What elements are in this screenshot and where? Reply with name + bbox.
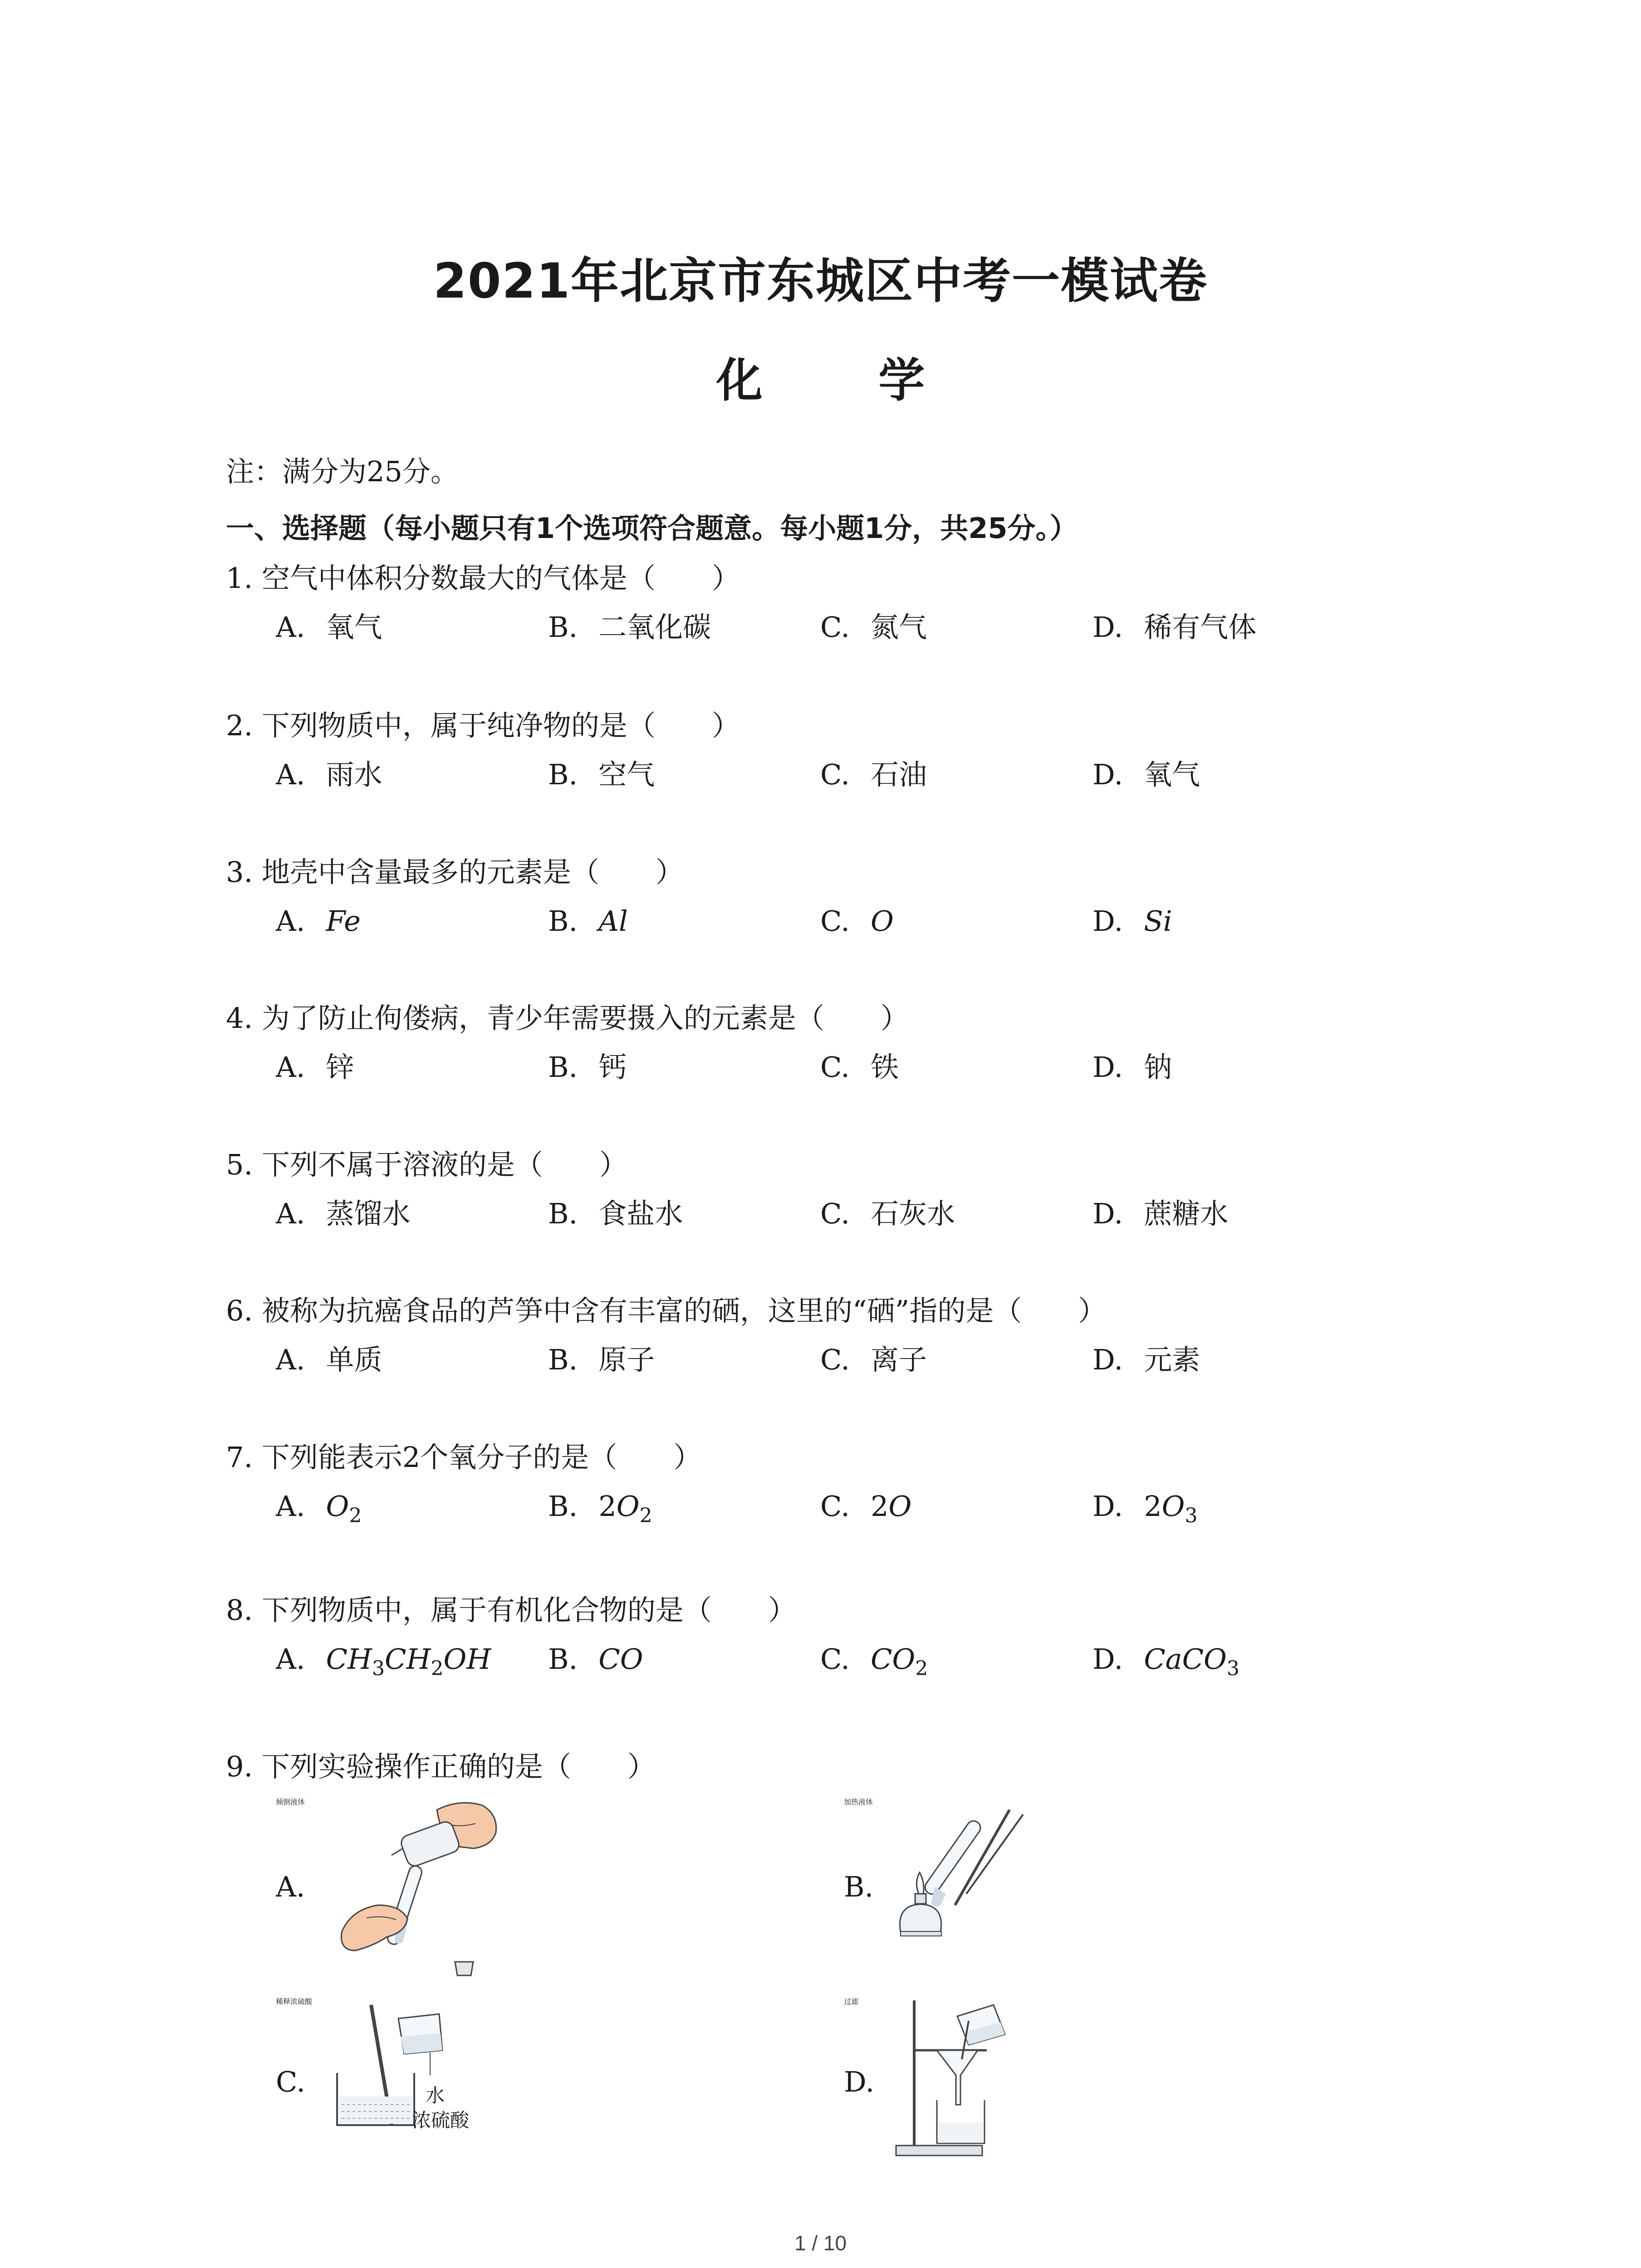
acid-label: 浓硫酸 xyxy=(412,2109,470,2131)
option-d[interactable]: D. CaCO$_3$ xyxy=(1092,1642,1239,1680)
pouring-liquid-illustration xyxy=(323,1796,514,1987)
option-a[interactable]: A. Fe xyxy=(276,904,361,938)
question-1 xyxy=(226,560,1451,646)
page-subject: 化 学 xyxy=(716,354,975,408)
option-row xyxy=(226,1195,1451,1233)
question-7 xyxy=(226,1439,1451,1525)
question-9 xyxy=(226,1749,1451,1785)
option-letter: A. xyxy=(276,1870,305,1903)
option-row xyxy=(226,902,1451,940)
question-3 xyxy=(226,854,1451,940)
option-a[interactable]: A. 氧气 xyxy=(276,611,382,644)
option-row xyxy=(226,1487,1451,1525)
question-stem: 3. 地壳中含量最多的元素是（ ） xyxy=(226,855,684,889)
question-5 xyxy=(226,1147,1451,1233)
option-row xyxy=(226,1341,1451,1379)
option-caption: 加热液体 xyxy=(844,1798,873,1806)
option-c[interactable] xyxy=(276,1996,775,2168)
option-b[interactable]: B. 二氧化碳 xyxy=(548,611,711,644)
option-row xyxy=(226,608,1451,646)
option-caption: 过滤 xyxy=(844,1997,859,2006)
page-title: 2021年北京市东城区中考一模试卷 xyxy=(433,253,1208,309)
option-row xyxy=(226,756,1451,794)
option-c[interactable]: C. 石油 xyxy=(820,758,927,791)
option-d[interactable]: D. 元素 xyxy=(1092,1343,1200,1376)
question-stem: 9. 下列实验操作正确的是（ ） xyxy=(226,1750,656,1783)
question-stem: 6. 被称为抗癌食品的芦笋中含有丰富的硒，这里的“硒”指的是（ ） xyxy=(226,1294,1107,1327)
option-c[interactable]: C. 铁 xyxy=(820,1051,899,1084)
option-row xyxy=(226,1048,1451,1086)
option-caption: 倾倒液体 xyxy=(276,1798,305,1806)
question-stem: 1. 空气中体积分数最大的气体是（ ） xyxy=(226,562,740,595)
option-b[interactable] xyxy=(844,1796,1343,1987)
option-letter: B. xyxy=(844,1870,874,1903)
question-6 xyxy=(226,1293,1451,1379)
option-b[interactable]: B. 食盐水 xyxy=(548,1197,683,1230)
option-a[interactable]: A. 锌 xyxy=(276,1051,354,1084)
option-d[interactable]: D. 蔗糖水 xyxy=(1092,1197,1229,1230)
option-b[interactable]: B. 空气 xyxy=(548,758,655,791)
question-stem: 8. 下列物质中，属于有机化合物的是（ ） xyxy=(226,1593,796,1627)
option-letter: C. xyxy=(276,2065,305,2098)
option-c[interactable]: C. 氮气 xyxy=(820,611,927,644)
score-note: 注：满分为25分。 xyxy=(226,455,459,488)
option-a[interactable]: A. 雨水 xyxy=(276,758,382,791)
option-b[interactable]: B. 原子 xyxy=(548,1343,655,1376)
question-2 xyxy=(226,708,1451,794)
filtration-illustration xyxy=(887,1996,1032,2159)
page-number: 1 / 10 xyxy=(794,2231,847,2255)
option-a[interactable]: A. $O_2$ xyxy=(276,1490,362,1527)
option-d[interactable]: D. 氧气 xyxy=(1092,758,1200,791)
option-d[interactable]: D. Si xyxy=(1092,904,1172,938)
option-c[interactable]: C. 石灰水 xyxy=(820,1197,955,1230)
section-heading: 一、选择题（每小题只有1个选项符合题意。每小题1分，共25分。） xyxy=(226,512,1078,545)
option-c[interactable]: C. 2O xyxy=(820,1490,912,1523)
option-b[interactable]: B. 钙 xyxy=(548,1051,627,1084)
option-a[interactable]: A. 蒸馏水 xyxy=(276,1197,411,1230)
option-a[interactable]: A. $CH_3CH_2OH$ xyxy=(276,1642,491,1680)
water-label: 水 xyxy=(426,2084,445,2107)
question-stem: 4. 为了防止佝偻病，青少年需要摄入的元素是（ ） xyxy=(226,1002,909,1035)
option-caption: 稀释浓硫酸 xyxy=(276,1997,313,2006)
option-d[interactable]: D. $2O_3$ xyxy=(1092,1490,1198,1527)
heating-liquid-illustration xyxy=(887,1796,1032,1950)
question-stem: 7. 下列能表示2个氧分子的是（ ） xyxy=(226,1441,702,1474)
option-c[interactable]: C. O xyxy=(820,904,894,938)
option-d[interactable]: D. 稀有气体 xyxy=(1092,611,1257,644)
option-a[interactable] xyxy=(276,1796,775,1987)
question-stem: 5. 下列不属于溶液的是（ ） xyxy=(226,1148,627,1181)
option-c[interactable]: C. 离子 xyxy=(820,1343,927,1376)
option-b[interactable]: B. CO xyxy=(548,1642,643,1676)
option-a[interactable]: A. 单质 xyxy=(276,1343,382,1376)
question-stem: 2. 下列物质中，属于纯净物的是（ ） xyxy=(226,709,740,742)
option-row xyxy=(226,1640,1451,1678)
option-d[interactable]: D. 钠 xyxy=(1092,1051,1172,1084)
question-8 xyxy=(226,1592,1451,1678)
question-4 xyxy=(226,1000,1451,1086)
option-c[interactable]: C. $CO_2$ xyxy=(820,1642,928,1680)
option-letter: D. xyxy=(844,2065,875,2098)
option-d[interactable] xyxy=(844,1996,1343,2168)
option-b[interactable]: B. Al xyxy=(548,904,628,938)
option-b[interactable]: B. $2O_2$ xyxy=(548,1490,652,1527)
